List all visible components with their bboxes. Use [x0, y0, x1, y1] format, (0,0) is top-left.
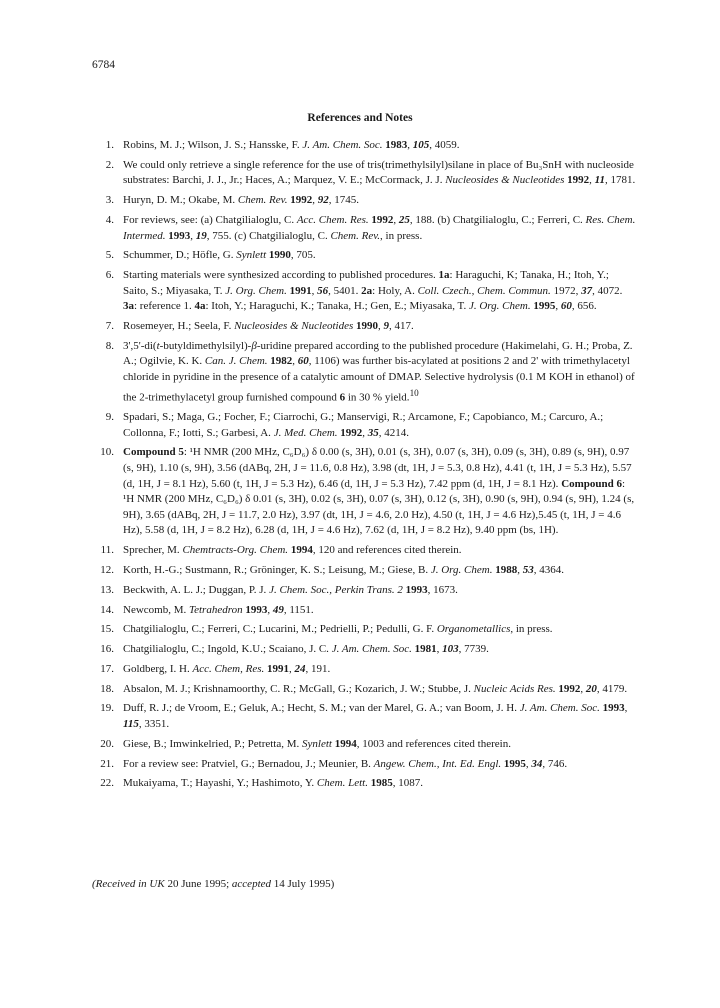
text-segment: J. Am. Chem. Soc.: [519, 702, 600, 715]
text-segment: 1994: [334, 737, 357, 750]
text-segment: Angew. Chem., Int. Ed. Engl.: [373, 757, 502, 770]
reference-number: 11.: [100, 544, 114, 557]
text-segment: J. Org. Chem.: [430, 563, 493, 576]
text-segment: , in press.: [380, 229, 423, 242]
text-segment: 49: [272, 603, 284, 616]
text-segment: 35: [367, 426, 379, 439]
text-segment: 1991: [289, 284, 312, 297]
text-segment: ,: [289, 662, 295, 675]
text-segment: ,: [312, 194, 318, 207]
text-segment: Huryn, D. M.; Okabe, M.: [123, 194, 238, 207]
text-segment: ,: [378, 320, 384, 333]
text-segment: 6: [339, 391, 346, 404]
text-segment: Rosemeyer, H.; Seela, F.: [123, 320, 235, 333]
text-segment: ,: [525, 757, 532, 770]
reference-number: 1.: [105, 139, 114, 151]
reference-text: [123, 563, 637, 579]
text-segment: , 4072.: [592, 284, 623, 297]
text-segment: 105: [412, 139, 430, 151]
reference-item: [92, 622, 637, 638]
text-segment: β: [251, 339, 257, 352]
text-segment: 56: [317, 284, 329, 297]
text-segment: Res. Chem. Intermed.: [123, 213, 636, 242]
text-segment: 1995: [533, 300, 556, 313]
reference-number: 7.: [105, 320, 114, 333]
text-segment: J. Org. Chem.: [225, 284, 287, 297]
reference-item: [92, 603, 637, 619]
text-segment: , 4364.: [533, 563, 564, 576]
reference-number: 5.: [105, 249, 114, 262]
reference-item: [92, 339, 637, 406]
reference-item: [92, 737, 637, 753]
text-segment: 2a: [361, 284, 373, 297]
text-segment: 60: [297, 355, 309, 368]
text-segment: 1988: [495, 563, 518, 576]
text-segment: 34: [531, 757, 543, 770]
text-segment: , 7739.: [458, 643, 489, 656]
reference-number: 20.: [100, 737, 114, 750]
text-segment: 1a: [438, 269, 450, 282]
text-segment: ,: [407, 139, 413, 151]
text-segment: 1994: [290, 544, 313, 557]
reference-text: [123, 319, 637, 335]
reference-text: [123, 410, 637, 441]
reference-item: [92, 543, 637, 559]
reference-number: 4.: [105, 213, 114, 226]
reference-item: [92, 410, 637, 441]
reference-number: 12.: [100, 563, 114, 576]
text-segment: , 191.: [305, 662, 331, 675]
text-segment: 19: [195, 229, 207, 242]
text-segment: 3a: [123, 300, 134, 313]
text-segment: 1982: [270, 355, 293, 368]
text-segment: -uridine prepared according to the published procedure (Hakimelahi, G. H.; Proba, Z. A.; Ogilvie, K. K.: [123, 339, 633, 368]
text-segment: , in press.: [510, 623, 553, 636]
text-segment: ,: [311, 284, 318, 297]
text-segment: , 4179.: [596, 682, 628, 695]
reference-item: [92, 662, 637, 678]
text-segment: 11: [594, 174, 606, 187]
text-segment: 92: [317, 194, 329, 207]
reference-item: [92, 757, 637, 773]
text-segment: Starting materials were synthesized according to published procedures.: [123, 269, 439, 282]
reference-text: [123, 776, 637, 792]
reference-text: [123, 339, 637, 406]
text-segment: , 746.: [542, 757, 568, 770]
text-segment: ,: [267, 603, 273, 616]
reference-item: [92, 701, 637, 732]
text-segment: 1995: [503, 757, 526, 770]
reference-text: [123, 701, 637, 732]
reference-item: [92, 445, 637, 539]
reference-text: [123, 622, 637, 638]
reference-number: 6.: [105, 269, 114, 282]
text-segment: Spadari, S.; Maga, G.; Focher, F.; Ciarrochi, G.; Manservigi, R.; Arcamone, F.; Capobianco, M.; Carcuro, A.; Collonna, F.; Iotti, S.; Garbesi, A.: [123, 411, 604, 439]
text-segment: 1985: [370, 777, 393, 790]
reference-item: [92, 268, 637, 315]
text-segment: , 417.: [389, 320, 414, 333]
text-segment: Chatgilialoglu, C.; Ferreri, C.; Lucarini, M.; Pedrielli, P.; Pedulli, G. F.: [123, 623, 437, 636]
text-segment: , 656.: [571, 300, 597, 313]
text-segment: 37: [581, 284, 593, 297]
text-segment: Coll. Czech., Chem. Commun.: [417, 284, 551, 297]
reference-item: [92, 213, 637, 244]
text-segment: 14 July 1995): [271, 878, 335, 890]
text-segment: 1992: [340, 426, 363, 439]
text-segment: accepted: [231, 878, 272, 890]
text-segment: We could only retrieve a single reference for the use of tris(trimethylsilyl)silane in place of Bu₃SnH with nucleoside substrates: Barchi, J. J., Jr.; Haces, A.; Marquez, V. E.; McCormack, J. J.: [123, 158, 634, 187]
reference-number: 16.: [100, 643, 114, 656]
text-segment: Mukaiyama, T.; Hayashi, Y.; Hashimoto, Y.: [123, 777, 317, 790]
text-segment: Nucleosides & Nucleotides: [234, 320, 354, 333]
reference-text: [123, 193, 637, 209]
reference-item: [92, 776, 637, 792]
reference-text: [123, 138, 637, 154]
text-segment: Robins, M. J.; Wilson, J. S.; Hansske, F.: [123, 139, 303, 151]
text-segment: : ¹H NMR (200 MHz, C₆D₆) δ 0.00 (s, 3H), 0.01 (s, 3H), 0.07 (s, 3H), 0.09 (s, 3H), 0.89 (s, 9H), 0.97 (s, 9H), 1.10 (s, 9H), 3.56 (dABq, 2H, J = 11.6, 0.8 Hz), 3.98 (dt, 1H, J = 5.3, 0.8 Hz), 4.41 (t, 1H, J = 5.3 Hz), 5.57 (d, 1H, J = 8.1 Hz), 5.60 (t, 1H, J = 5.3 Hz), 6.46 (d, 1H, J = 5.3 Hz), 7.42 ppm (d, 1H, J = 8.1 Hz).: [123, 446, 632, 490]
text-segment: 9: [383, 320, 390, 333]
text-segment: 1991: [267, 662, 289, 675]
text-segment: Acc. Chem, Res.: [192, 662, 265, 675]
reference-number: 21.: [100, 757, 114, 770]
reference-text: [123, 757, 637, 773]
text-segment: ,: [393, 213, 399, 226]
text-segment: , 1003 and references cited therein.: [356, 737, 511, 750]
reference-text: [123, 662, 637, 678]
text-segment: Goldberg, I. H.: [123, 662, 193, 675]
text-segment: 1993: [602, 702, 625, 715]
text-segment: (Received in UK: [92, 878, 165, 890]
text-segment: Synlett: [236, 249, 267, 262]
text-segment: , 755. (c) Chatgilialoglu, C.: [206, 229, 331, 242]
reference-text: [123, 268, 637, 315]
text-segment: ,: [362, 426, 368, 439]
reference-item: [92, 158, 637, 189]
section-heading: References and Notes: [307, 112, 413, 124]
reference-text: [123, 445, 637, 539]
text-segment: Compound 6: [561, 477, 623, 490]
reference-item: [92, 138, 637, 154]
text-segment: ,: [190, 229, 196, 242]
text-segment: t: [156, 339, 160, 352]
text-segment: ,: [624, 702, 628, 715]
text-segment: , 705.: [290, 249, 316, 262]
text-segment: ,: [292, 355, 298, 368]
text-segment: Korth, H.-G.; Sustmann, R.; Gröninger, K. S.; Leisung, M.; Giese, B.: [123, 563, 431, 576]
text-segment: 1993: [168, 229, 191, 242]
text-segment: Chatgilialoglu, C.; Ingold, K.U.; Scaiano, J. C.: [123, 643, 332, 656]
text-segment: ,: [580, 682, 586, 695]
reference-item: [92, 563, 637, 579]
reference-text: [123, 583, 637, 599]
text-segment: Chem. Rev.: [330, 229, 381, 242]
text-segment: Chem. Rev.: [237, 194, 288, 207]
reference-number: 8.: [105, 339, 114, 352]
text-segment: For a review see: Pratviel, G.; Bernadou, J.; Meunier, B.: [123, 757, 374, 770]
text-segment: Newcomb, M.: [123, 603, 189, 616]
reference-text: [123, 642, 637, 658]
text-segment: , 1673.: [427, 583, 458, 596]
text-segment: , 188. (b) Chatgilialoglu, C.; Ferreri, C.: [409, 213, 586, 226]
text-segment: 1990: [268, 249, 291, 262]
text-segment: Giese, B.; Imwinkelried, P.; Petretta, M.: [123, 737, 303, 750]
text-segment: 103: [442, 643, 459, 656]
text-segment: , 1151.: [283, 603, 314, 616]
text-segment: 4a: [194, 300, 206, 313]
text-segment: 1972,: [550, 284, 582, 297]
reference-text: [123, 158, 637, 189]
text-segment: 1992: [290, 194, 313, 207]
reference-item: [92, 319, 637, 335]
reference-text: [123, 213, 637, 244]
reference-text: [123, 603, 637, 619]
text-segment: 1981: [414, 643, 437, 656]
text-segment: 10: [409, 387, 419, 398]
text-segment: : Itoh, Y.; Haraguchi, K.; Tanaka, H.; Gen, E.; Miyasaka, T.: [205, 300, 469, 313]
text-segment: 115: [123, 718, 139, 731]
text-segment: Compound 5: [123, 446, 184, 459]
reference-list: [92, 138, 637, 796]
text-segment: , 1087.: [392, 777, 423, 790]
text-segment: Absalon, M. J.; Krishnamoorthy, C. R.; McGall, G.; Kozarich, J. W.; Stubbe, J.: [123, 682, 474, 695]
text-segment: , 1781.: [605, 174, 636, 187]
text-segment: -butyldimethylsilyl)-: [159, 339, 252, 352]
text-segment: J. Org. Chem.: [468, 300, 531, 313]
page-number: 6784: [92, 59, 115, 71]
text-segment: : Haraguchi, K; Tanaka, H.; Itoh, Y.; Saito, S.; Miyasaka, T.: [123, 269, 609, 297]
text-segment: Organometallics: [436, 623, 511, 636]
text-segment: 1990: [356, 320, 379, 333]
text-segment: Can. J. Chem.: [204, 355, 268, 368]
text-segment: ,: [555, 300, 561, 313]
text-segment: Nucleic Acids Res.: [473, 682, 556, 695]
reference-item: [92, 642, 637, 658]
text-segment: J. Med. Chem.: [273, 426, 338, 439]
reference-text: [123, 682, 637, 698]
text-segment: 60: [560, 300, 572, 313]
text-segment: ,: [517, 563, 523, 576]
text-segment: Tetrahedron: [189, 603, 243, 616]
reference-number: 10.: [100, 446, 114, 459]
text-segment: Nucleosides & Nucleotides: [445, 174, 565, 187]
reference-number: 2.: [105, 158, 114, 171]
reference-number: 17.: [100, 662, 114, 675]
text-segment: in 30 % yield.: [345, 391, 410, 404]
text-segment: : Holy, A.: [372, 284, 418, 297]
text-segment: , 4214.: [378, 426, 410, 439]
reference-item: [92, 248, 637, 264]
text-segment: , 1745.: [328, 194, 359, 207]
text-segment: 1993: [245, 603, 268, 616]
text-segment: Duff, R. J.; de Vroom, E.; Geluk, A.; Hecht, S. M.; van der Marel, G. A.; van Boom, J. H.: [123, 702, 520, 715]
text-segment: J. Am. Chem. Soc.: [331, 643, 412, 656]
text-segment: Chemtracts-Org. Chem.: [182, 544, 289, 557]
text-segment: J. Chem. Soc., Perkin Trans. 2: [269, 583, 403, 596]
text-segment: 1992: [558, 682, 581, 695]
text-segment: : reference 1.: [134, 300, 195, 313]
reference-number: 19.: [100, 702, 114, 715]
reference-text: [123, 737, 637, 753]
text-segment: 1993: [405, 583, 428, 596]
text-segment: 1992: [371, 213, 394, 226]
reference-number: 3.: [105, 194, 114, 207]
text-segment: Schummer, D.; Höfle, G.: [123, 249, 237, 262]
text-segment: , 3351.: [138, 718, 170, 731]
text-segment: 20 June 1995;: [164, 878, 232, 890]
text-segment: 25: [398, 213, 410, 226]
text-segment: 1992: [567, 174, 590, 187]
text-segment: 1983: [385, 139, 408, 151]
text-segment: 53: [522, 563, 534, 576]
text-segment: 24: [294, 662, 306, 675]
text-segment: Beckwith, A. L. J.; Duggan, P. J.: [123, 583, 270, 596]
reference-item: [92, 583, 637, 599]
text-segment: , 4059.: [429, 139, 460, 151]
text-segment: Sprecher, M.: [123, 544, 183, 557]
text-segment: ,: [589, 174, 595, 187]
text-segment: , 120 and references cited therein.: [312, 544, 462, 557]
text-segment: For reviews, see: (a) Chatgilialoglu, C.: [123, 213, 297, 226]
reference-item: [92, 682, 637, 698]
reference-number: 18.: [100, 682, 114, 695]
reference-number: 13.: [100, 583, 114, 596]
text-segment: Synlett: [302, 737, 332, 750]
reference-number: 15.: [100, 623, 114, 636]
reference-text: [123, 248, 637, 264]
text-segment: ,: [436, 643, 443, 656]
reference-number: 9.: [105, 411, 114, 424]
text-segment: 3',5'-di(: [123, 339, 157, 352]
text-segment: Acc. Chem. Res.: [296, 213, 369, 226]
text-segment: J. Am. Chem. Soc.: [302, 139, 383, 151]
reference-text: [123, 543, 637, 559]
text-segment: Chem. Lett.: [316, 777, 368, 790]
text-segment: 20: [585, 682, 597, 695]
reference-number: 14.: [100, 603, 114, 616]
text-segment: , 5401.: [328, 284, 362, 297]
reference-number: 22.: [100, 777, 114, 790]
received-note: [92, 878, 334, 890]
text-segment: : ¹H NMR (200 MHz, C₆D₆) δ 0.01 (s, 3H), 0.02 (s, 3H), 0.07 (s, 3H), 0.12 (s, 3H), 0.90 (s, 9H), 0.94 (s, 9H), 1.24 (s, 9H), 3.65 (dABq, 2H, J = 11.7, 2.0 Hz), 3.97 (dt, 1H, J = 4.6, 2.0 Hz), 4.50 (t, 1H, J = 4.6 Hz),5.45 (t, 1H, J = 4.6 Hz), 5.58 (d, 1H, J = 8.2 Hz), 6.28 (d, 1H, J = 4.6 Hz), 7.62 (d, 1H, J = 8.2 Hz), 9.40 ppm (bs, 1H).: [123, 477, 635, 537]
reference-item: [92, 193, 637, 209]
text-segment: , 1106) was further bis-acylated at positions 2 and 2' with trimethylacetyl chloride in pyridine in the presence of a catalytic amount of DMAP. Selective hydrolysis (0.1 M KOH in ethanol) of the 2-trimethylacetyl group furnished compound: [123, 355, 635, 404]
